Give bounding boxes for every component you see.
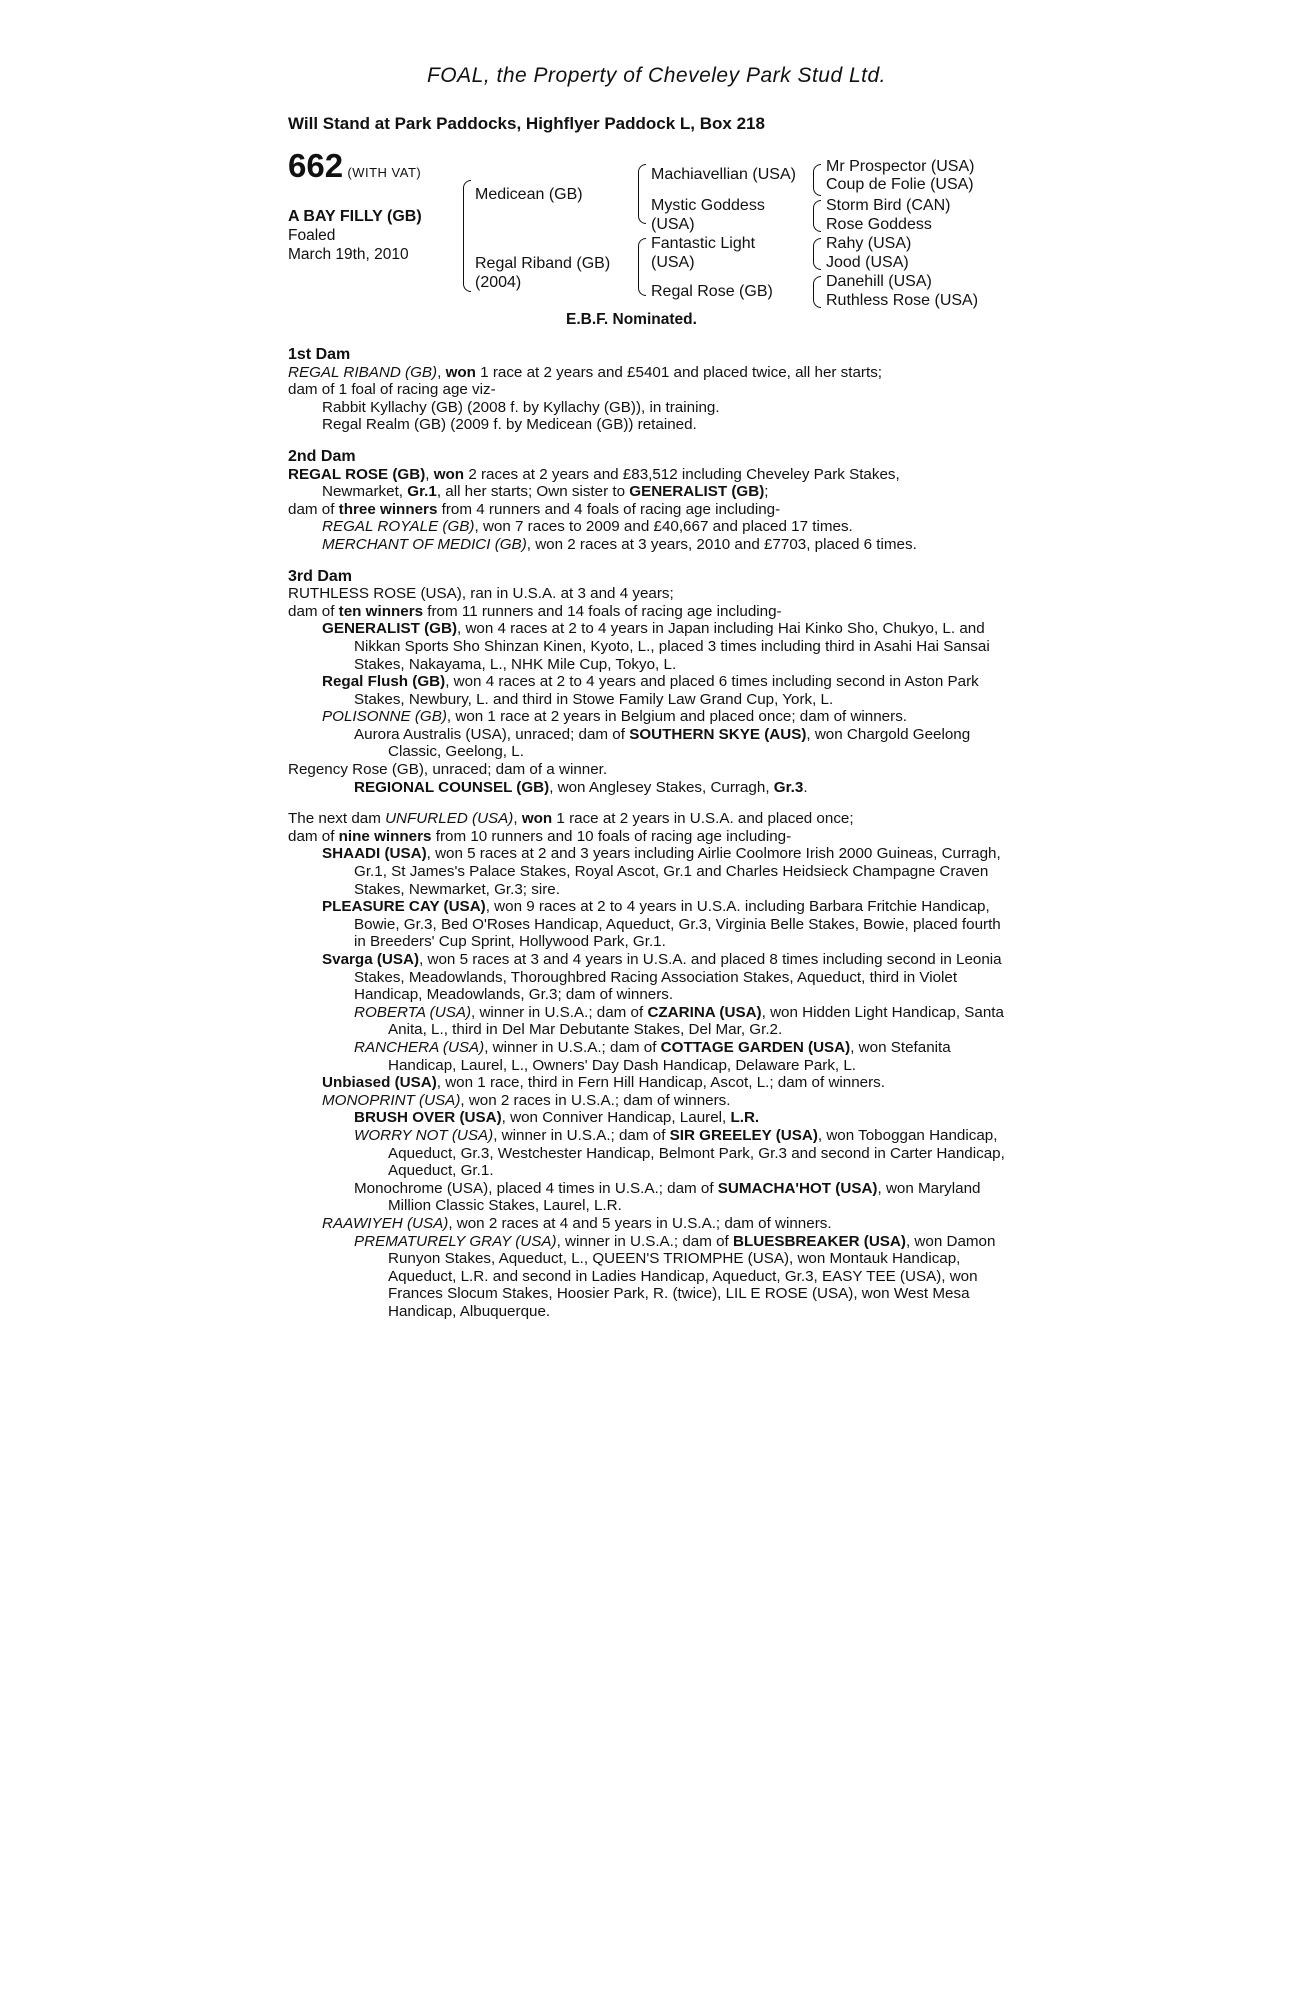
second-dam-line-2 — [288, 483, 1008, 501]
progeny-monoprint — [288, 1092, 1008, 1110]
text: , won 2 races in U.S.A.; dam of winners. — [460, 1091, 731, 1109]
progeny-name: PREMATURELY GRAY (USA) — [354, 1232, 557, 1250]
progeny-name: BRUSH OVER (USA) — [354, 1109, 502, 1127]
progeny-regal-flush — [288, 673, 1008, 708]
second-dam-progeny-2 — [288, 536, 1008, 554]
progeny-prematurely-gray — [288, 1233, 1008, 1321]
sister-name: GENERALIST (GB) — [629, 483, 765, 501]
progeny-svarga — [288, 951, 1008, 1004]
text: , won 1 race, third in Fern Hill Handicap, Ascot, L.; dam of winners. — [436, 1074, 885, 1092]
winners-count: three winners — [338, 500, 438, 518]
progeny-name: SHAADI (USA) — [322, 845, 427, 863]
text: , winner in U.S.A.; dam of — [484, 1038, 661, 1056]
text: , won 2 races at 4 and 5 years in U.S.A.; dam of winners. — [448, 1214, 832, 1232]
family-text — [288, 346, 1008, 1320]
sdd: Rose Goddess — [826, 216, 932, 233]
progeny-roberta — [288, 1004, 1008, 1039]
dds: Danehill (USA) — [826, 273, 932, 290]
progeny-name: Svarga (USA) — [322, 951, 420, 968]
next-dam-produce — [288, 828, 1008, 846]
text: , won Hidden Light Handicap, Santa Anita, L., third in Del Mar Debutante Stakes, Del Mar, Gr.2. — [388, 1003, 1004, 1039]
progeny-worry-not — [288, 1127, 1008, 1180]
dam: Regal Riband (GB) — [475, 255, 611, 272]
progeny-unbiased — [288, 1074, 1008, 1092]
progeny-name: POLISONNE (GB) — [322, 708, 447, 726]
text: , won 5 races at 2 and 3 years including Airlie Coolmore Irish 2000 Guineas, Curragh, Gr.1, St James's Palace Stakes, Royal Ascot, Gr.1 and Charles Heidsieck Champagne Craven Stakes, Newmarket, Gr.3; sire. — [354, 845, 1001, 898]
text: dam of — [288, 602, 339, 620]
second-dam-record: 2 races at 2 years and £83,512 including Cheveley Park Stakes, — [464, 465, 900, 483]
progeny-raawiyeh — [288, 1215, 1008, 1233]
progeny-polisonne — [288, 708, 1008, 726]
second-dam-produce — [288, 501, 1008, 519]
sss: Mr Prospector (USA) — [826, 158, 975, 175]
progeny-name: SUMACHA'HOT (USA) — [717, 1179, 878, 1197]
progeny-name: PLEASURE CAY (USA) — [322, 898, 486, 916]
text: from 10 runners and 10 foals of racing age including- — [431, 827, 792, 845]
text: dam of — [288, 827, 339, 845]
text: , won 2 races at 3 years, 2010 and £7703, placed 6 times. — [526, 535, 917, 553]
brace-g1 — [813, 164, 821, 196]
progeny-brush-over — [288, 1109, 1008, 1127]
stand-location: Will Stand at Park Paddocks, Highflyer Paddock L, Box 218 — [288, 114, 765, 133]
progeny-name: MONOPRINT (USA) — [322, 1091, 461, 1109]
text: , won Toboggan Handicap, Aqueduct, Gr.3, Westchester Handicap, Belmont Park, Gr.3 and second in Carter Handicap, Aqueduct, Gr.1. — [388, 1126, 1005, 1180]
foaled-label: Foaled — [288, 227, 336, 244]
progeny-regional-counsel — [288, 779, 1008, 797]
second-dam-progeny-1 — [288, 518, 1008, 536]
text: , winner in U.S.A.; dam of — [556, 1232, 733, 1250]
second-dam-title: 2nd Dam — [288, 447, 356, 465]
ssd: Coup de Folie (USA) — [826, 176, 974, 193]
progeny-name: Regal Flush (GB) — [322, 673, 446, 691]
progeny-name: SIR GREELEY (USA) — [669, 1126, 818, 1144]
progeny-name: REGIONAL COUNSEL (GB) — [354, 778, 550, 796]
text: 1 race at 2 years in U.S.A. and placed once; — [552, 810, 854, 828]
progeny-shaadi — [288, 845, 1008, 898]
progeny-name: SOUTHERN SKYE (AUS) — [629, 725, 807, 743]
ddd: Ruthless Rose (USA) — [826, 292, 979, 309]
progeny-name: COTTAGE GARDEN (USA) — [660, 1038, 851, 1056]
text: , won Stefanita Handicap, Laurel, L., Owners' Day Dash Handicap, Delaware Park, L. — [388, 1038, 951, 1074]
sire-dam-brace — [463, 180, 471, 292]
catalogue-heading: FOAL, the Property of Cheveley Park Stud Ltd. — [426, 64, 887, 87]
dam-year: (2004) — [475, 274, 522, 291]
next-dam-line: The next dam UNFURLED (USA), won 1 race at 2 years in U.S.A. and placed once; — [288, 810, 854, 828]
first-dam-name: REGAL RIBAND (GB) — [288, 363, 438, 381]
lot-number: 662 — [288, 147, 344, 184]
dss: Rahy (USA) — [826, 235, 912, 252]
text: , won 4 races at 2 to 4 years in Japan including Hai Kinko Sho, Chukyo, L. and Nikkan Sports Sho Shinzan Kinen, Kyoto, L., placed 3 times including third in Asahi Hai Sansai Stakes, Nakayama, L., NHK Mile Cup, Tokyo, L. — [354, 620, 990, 673]
progeny-name: Unbiased (USA) — [322, 1074, 437, 1092]
progeny-name: CZARINA (USA) — [647, 1003, 762, 1021]
grade: Gr.1 — [407, 483, 437, 501]
text: , won 1 race at 2 years in Belgium and placed once; dam of winners. — [446, 708, 908, 726]
text: . — [803, 778, 808, 796]
first-dam-record: 1 race at 2 years and £5401 and placed twice, all her starts; — [475, 363, 883, 381]
progeny-name: REGAL ROYALE (GB) — [322, 518, 475, 536]
progeny-generalist — [288, 620, 1008, 673]
text: , won 5 races at 3 and 4 years in U.S.A. and placed 8 times including second in Leonia Stakes, Meadowlands, Thoroughbred Racing Association Stakes, Aqueduct, third in Violet Handicap, Meadowlands, Gr.3; dam of winners. — [354, 951, 1002, 1004]
progeny-name: MERCHANT OF MEDICI (GB) — [322, 535, 527, 553]
sire-dam: Mystic Goddess — [651, 197, 765, 214]
third-dam-title: 3rd Dam — [288, 567, 353, 585]
third-dam-line: RUTHLESS ROSE (USA), ran in U.S.A. at 3 and 4 years; — [288, 585, 674, 603]
text: Newmarket, — [322, 483, 408, 501]
won: won — [521, 810, 553, 828]
progeny-name: WORRY NOT (USA) — [354, 1126, 494, 1144]
dam-line-brace — [638, 238, 646, 296]
progeny-name: RAAWIYEH (USA) — [322, 1214, 449, 1232]
ebf-note: E.B.F. Nominated. — [566, 311, 697, 328]
grade: Gr.3 — [773, 778, 804, 796]
text: , won Damon Runyon Stakes, Aqueduct, L., QUEEN'S TRIOMPHE (USA), won Montauk Handicap, Aqueduct, L.R. and second in Ladies Handicap, Aqueduct, Gr.3, EASY TEE (USA), won Frances Slocum Stakes, Hoosier Park, R. (twice), LIL E ROSE (USA), won West Mesa Handicap, Albuquerque. — [388, 1232, 996, 1320]
foaled-date: March 19th, 2010 — [288, 246, 409, 263]
horse-name: A BAY FILLY (GB) — [288, 208, 422, 225]
sire: Medicean (GB) — [475, 186, 583, 203]
text: , won Anglesey Stakes, Curragh, — [549, 778, 774, 796]
first-dam-produce: dam of 1 foal of racing age viz- — [288, 381, 496, 399]
brace-g3 — [813, 238, 821, 270]
text: , winner in U.S.A.; dam of — [471, 1003, 648, 1021]
first-dam-title: 1st Dam — [288, 346, 351, 363]
dsd: Jood (USA) — [826, 254, 909, 271]
sire-dam-country: (USA) — [651, 216, 695, 233]
progeny-pleasure-cay — [288, 898, 1008, 951]
text: The next dam — [288, 810, 386, 828]
sire-sire: Machiavellian (USA) — [651, 166, 796, 183]
sire-line-brace — [638, 164, 646, 224]
second-dam-line: REGAL ROSE (GB), won 2 races at 2 years and £83,512 including Cheveley Park Stakes, — [288, 465, 900, 483]
text: from 11 runners and 14 foals of racing age including- — [423, 602, 782, 620]
second-dam-name: REGAL ROSE (GB) — [288, 465, 426, 483]
text: , won Conniver Handicap, Laurel, — [501, 1109, 731, 1127]
grade: L.R. — [730, 1109, 760, 1127]
first-dam-won: won — [445, 363, 476, 381]
progeny-ranchera — [288, 1039, 1008, 1074]
progeny-name: ROBERTA (USA) — [354, 1003, 472, 1021]
first-dam-foal-2: Regal Realm (GB) (2009 f. by Medicean (GB)) retained. — [322, 416, 697, 434]
winners-count: nine winners — [338, 827, 432, 845]
progeny-name: BLUESBREAKER (USA) — [732, 1232, 906, 1250]
text: , won 9 races at 2 to 4 years in U.S.A. including Barbara Fritchie Handicap, Bowie, Gr.3, Bed O'Roses Handicap, Aqueduct, Gr.3, Virginia Belle Stakes, Bowie, placed fourth in Breeders' Cup Sprint, Hollywood Park, Gr.1. — [354, 898, 1001, 951]
text: , won Maryland Million Classic Stakes, Laurel, L.R. — [388, 1179, 981, 1215]
text: , won 7 races to 2009 and £40,667 and placed 17 times. — [474, 518, 853, 536]
text: , winner in U.S.A.; dam of — [493, 1126, 670, 1144]
text: from 4 runners and 4 foals of racing age including- — [437, 500, 781, 518]
lot-number-row — [288, 147, 422, 184]
text: ; — [764, 483, 769, 501]
third-dam-produce — [288, 603, 1008, 621]
progeny-monochrome — [288, 1180, 1008, 1215]
first-dam-line: REGAL RIBAND (GB), won 1 race at 2 years and £5401 and placed twice, all her starts; — [288, 363, 883, 381]
vat-note: (WITH VAT) — [347, 165, 422, 180]
first-dam-foal-1: Rabbit Kyllachy (GB) (2008 f. by Kyllachy (GB)), in training. — [322, 398, 720, 416]
progeny-aurora-australis — [288, 726, 1008, 761]
progeny-name: RANCHERA (USA) — [354, 1038, 485, 1056]
sds: Storm Bird (CAN) — [826, 197, 951, 214]
text: Monochrome (USA), placed 4 times in U.S.A.; dam of — [354, 1179, 718, 1197]
progeny-regency-rose: Regency Rose (GB), unraced; dam of a winner. — [288, 761, 608, 779]
text: , won Chargold Geelong Classic, Geelong, L. — [388, 725, 971, 761]
second-dam-won: won — [433, 465, 465, 483]
dam-dam: Regal Rose (GB) — [651, 283, 773, 300]
dam-sire: Fantastic Light — [651, 235, 756, 252]
dam-sire-country: (USA) — [651, 254, 695, 271]
brace-g2 — [813, 200, 821, 232]
text: Aurora Australis (USA), unraced; dam of — [354, 725, 630, 743]
text: , all her starts; Own sister to — [436, 483, 630, 501]
text: dam of — [288, 500, 339, 518]
progeny-name: GENERALIST (GB) — [322, 620, 457, 638]
brace-g4 — [813, 276, 821, 308]
text: , won 4 races at 2 to 4 years and placed 6 times including second in Aston Park Stakes, Newbury, L. and third in Stowe Family Law Grand Cup, York, L. — [354, 673, 979, 708]
winners-count: ten winners — [338, 602, 424, 620]
next-dam-name: UNFURLED (USA) — [385, 810, 514, 828]
